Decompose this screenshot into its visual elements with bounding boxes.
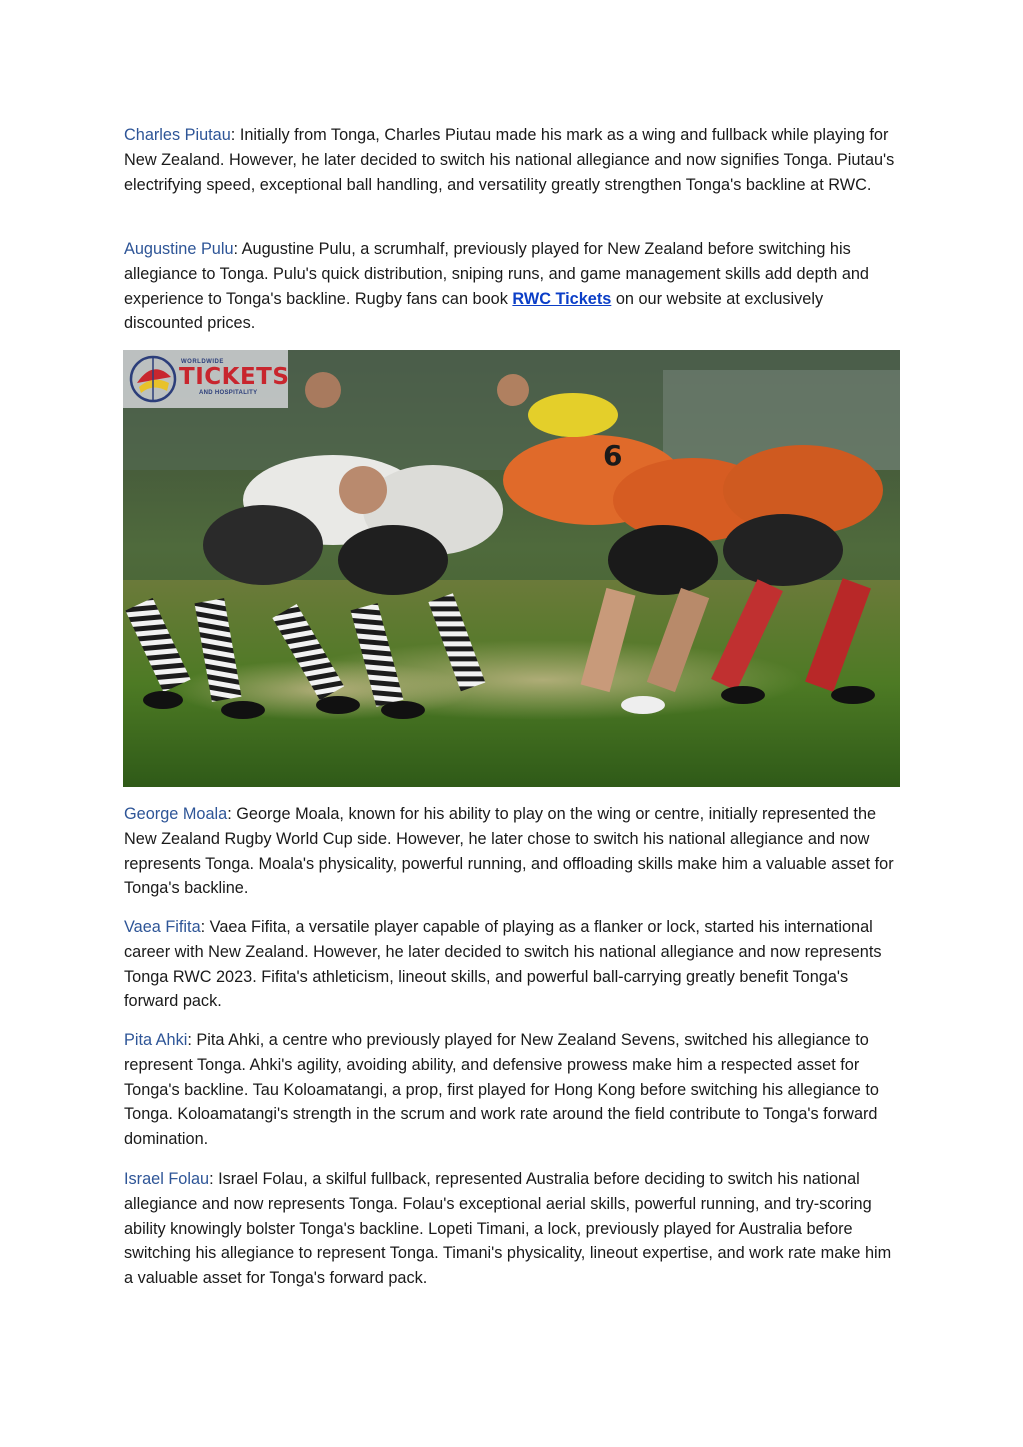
paragraph-text-after: on our website at exclusively discounted prices. xyxy=(124,289,824,333)
paragraph-text: : Pita Ahki, a centre who previously played for New Zealand Sevens, switched his allegiance to represent Tonga. Ahki's agility, avoiding ability, and defensive prowess make him a respected asset for Tonga's backline. Tau Koloamatangi, a prop, first played for Hong Kong before switching his allegiance to Tonga. Koloamatangi's strength in the scrum and work rate around the field contribute to Tonga's forward domination. xyxy=(124,1031,879,1149)
logo-watermark xyxy=(123,350,288,408)
paragraph-augustine-pulu xyxy=(124,237,904,336)
globe-logo-icon xyxy=(127,353,179,405)
logo-bottom-text: AND HOSPITALITY xyxy=(199,390,258,396)
paragraph-text: : Israel Folau, a skilful fullback, represented Australia before deciding to switch his national allegiance and now represents Tonga. Folau's exceptional aerial skills, powerful running, and try-scoring ability knowingly bolster Tonga's backline. Lopeti Timani, a lock, previously played for Australia before switching his allegiance to represent Tonga. Timani's physicality, lineout expertise, and work rate make him a valuable asset for Tonga's forward pack. xyxy=(124,1170,892,1288)
paragraph-george-moala xyxy=(124,802,904,901)
jersey-number: 6 xyxy=(603,439,623,472)
logo-top-text: WORLDWIDE xyxy=(181,359,224,365)
paragraph-israel-folau xyxy=(124,1167,904,1291)
paragraph-pita-ahki xyxy=(124,1028,904,1152)
paragraph-text: : Initially from Tonga, Charles Piutau made his mark as a wing and fullback while playing for New Zealand. However, he later decided to switch his national allegiance and now signifies Tonga. Piutau's electrifying speed, exceptional ball handling, and versatility greatly strengthen Tonga's backline at RWC. xyxy=(124,126,895,194)
paragraph-text: : Augustine Pulu, a scrumhalf, previously played for New Zealand before switching his allegiance to Tonga. Pulu's quick distribution, sniping runs, and game management skills add depth and experience to Tonga's backline. Rugby fans can book xyxy=(124,240,869,308)
player-name: Vaea Fifita xyxy=(124,918,201,936)
player-name: Israel Folau xyxy=(124,1170,210,1188)
rugby-scrum-photo xyxy=(123,350,900,787)
player-name: Charles Piutau xyxy=(124,126,231,144)
player-name: Augustine Pulu xyxy=(124,240,234,258)
rwc-tickets-link[interactable]: RWC Tickets xyxy=(512,289,612,308)
logo-main-text: TICKETS xyxy=(179,364,290,390)
player-name: George Moala xyxy=(124,805,228,823)
paragraph-charles-piutau xyxy=(124,123,904,197)
paragraph-text: : George Moala, known for his ability to play on the wing or centre, initially represented the New Zealand Rugby World Cup side. However, he later chose to switch his national allegiance and now represents Tonga. Moala's physicality, powerful running, and offloading skills make him a valuable asset for Tonga's backline. xyxy=(124,805,894,898)
player-name: Pita Ahki xyxy=(124,1031,188,1049)
paragraph-vaea-fifita xyxy=(124,915,904,1014)
paragraph-text: : Vaea Fifita, a versatile player capable of playing as a flanker or lock, started his international career with New Zealand. However, he later decided to switch his national allegiance and now represents Tonga RWC 2023. Fifita's athleticism, lineout skills, and powerful ball-carrying greatly benefit Tonga's forward pack. xyxy=(124,918,882,1011)
scrum-illustration xyxy=(123,350,900,787)
